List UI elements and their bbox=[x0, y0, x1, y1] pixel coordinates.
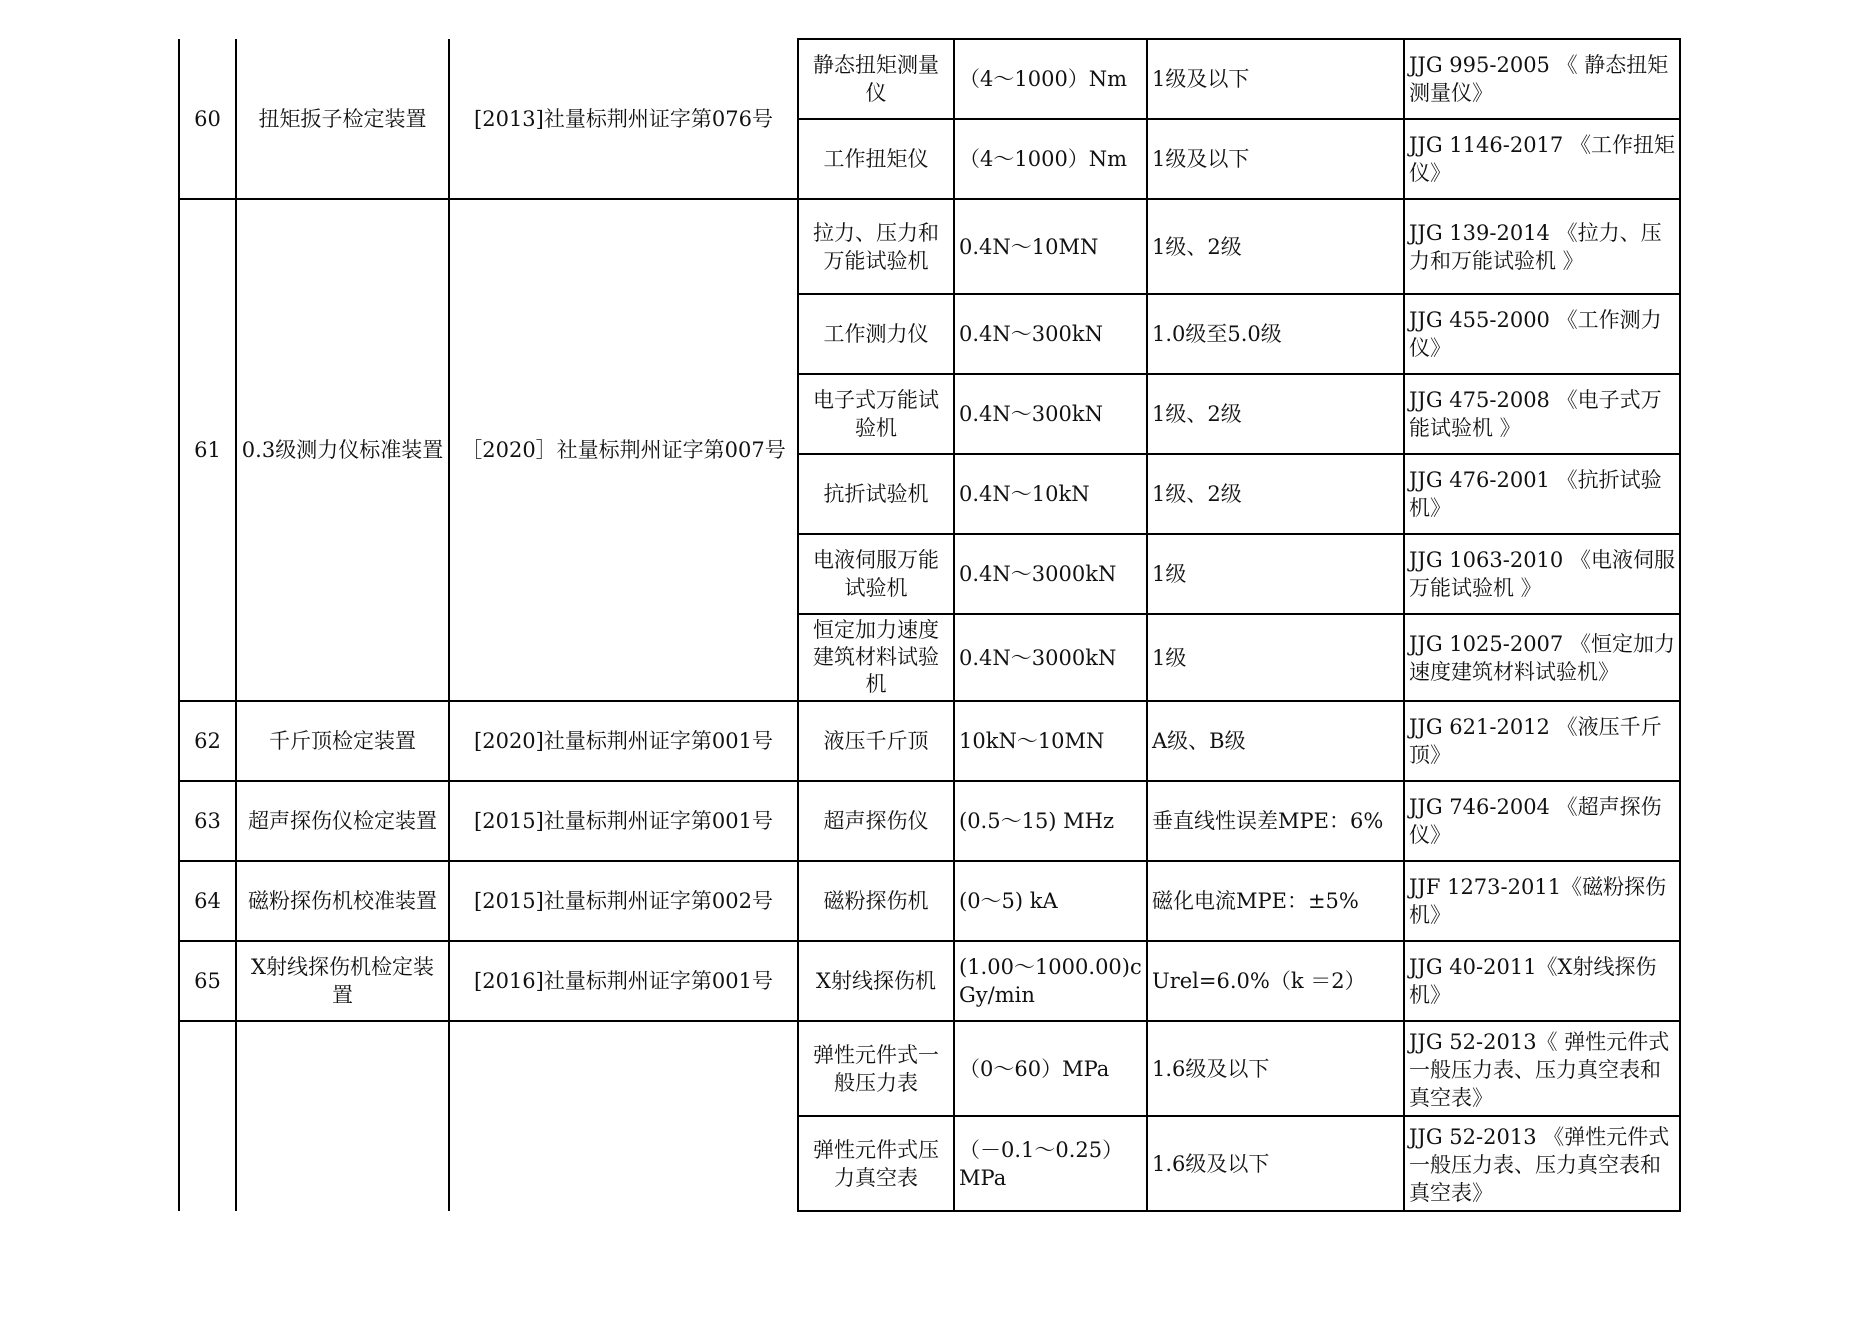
instrument-name: 拉力、压力和万能试验机 bbox=[798, 199, 954, 294]
measurement-range: (0.5～15) MHz bbox=[954, 781, 1147, 861]
row-number: 64 bbox=[179, 861, 236, 941]
row-number: 65 bbox=[179, 941, 236, 1021]
standard-name: 扭矩扳子检定装置 bbox=[236, 39, 449, 199]
table-row bbox=[179, 701, 1680, 781]
measurement-range: 0.4N～10MN bbox=[954, 199, 1147, 294]
regulation: JJG 1025-2007 《恒定加力速度建筑材料试验机》 bbox=[1404, 614, 1680, 701]
measurement-range: 10kN～10MN bbox=[954, 701, 1147, 781]
measurement-range: （4～1000）Nm bbox=[954, 119, 1147, 199]
standard-name: 千斤顶检定装置 bbox=[236, 701, 449, 781]
regulation: JJG 475-2008 《电子式万能试验机 》 bbox=[1404, 374, 1680, 454]
instrument-name: 超声探伤仪 bbox=[798, 781, 954, 861]
measurement-range: （4～1000）Nm bbox=[954, 39, 1147, 119]
regulation: JJG 746-2004 《超声探伤仪》 bbox=[1404, 781, 1680, 861]
standard-name bbox=[236, 1021, 449, 1211]
regulation: JJG 621-2012 《液压千斤顶》 bbox=[1404, 701, 1680, 781]
instrument-name: 静态扭矩测量仪 bbox=[798, 39, 954, 119]
row-number: 60 bbox=[179, 39, 236, 199]
table-row bbox=[179, 199, 1680, 294]
standard-name: 0.3级测力仪标准装置 bbox=[236, 199, 449, 701]
accuracy-grade: 1级、2级 bbox=[1147, 199, 1404, 294]
accuracy-grade: 1级及以下 bbox=[1147, 39, 1404, 119]
instrument-name: 电子式万能试验机 bbox=[798, 374, 954, 454]
accuracy-grade: 垂直线性误差MPE：6% bbox=[1147, 781, 1404, 861]
certificate-number: [2013]社量标荆州证字第076号 bbox=[449, 39, 798, 199]
accuracy-grade: 1级 bbox=[1147, 614, 1404, 701]
accuracy-grade: 1.6级及以下 bbox=[1147, 1021, 1404, 1116]
regulation: JJG 1146-2017 《工作扭矩仪》 bbox=[1404, 119, 1680, 199]
certificate-number bbox=[449, 1021, 798, 1211]
measurement-range: （0～60）MPa bbox=[954, 1021, 1147, 1116]
measurement-range: 0.4N～300kN bbox=[954, 294, 1147, 374]
instrument-name: 工作测力仪 bbox=[798, 294, 954, 374]
table-row bbox=[179, 1021, 1680, 1116]
row-number: 62 bbox=[179, 701, 236, 781]
accuracy-grade: A级、B级 bbox=[1147, 701, 1404, 781]
standard-name: X射线探伤机检定装置 bbox=[236, 941, 449, 1021]
regulation: JJG 455-2000 《工作测力仪》 bbox=[1404, 294, 1680, 374]
measurement-range: 0.4N～3000kN bbox=[954, 614, 1147, 701]
regulation: JJG 1063-2010 《电液伺服万能试验机 》 bbox=[1404, 534, 1680, 614]
certificate-number: [2016]社量标荆州证字第001号 bbox=[449, 941, 798, 1021]
instrument-name: 恒定加力速度建筑材料试验机 bbox=[798, 614, 954, 701]
regulation: JJG 139-2014 《拉力、压力和万能试验机 》 bbox=[1404, 199, 1680, 294]
measurement-range: 0.4N～10kN bbox=[954, 454, 1147, 534]
table-row bbox=[179, 781, 1680, 861]
row-number bbox=[179, 1021, 236, 1211]
instrument-name: 工作扭矩仪 bbox=[798, 119, 954, 199]
measurement-range: 0.4N～300kN bbox=[954, 374, 1147, 454]
table-row bbox=[179, 941, 1680, 1021]
row-number: 61 bbox=[179, 199, 236, 701]
standard-name: 磁粉探伤机校准装置 bbox=[236, 861, 449, 941]
accuracy-grade: 1级及以下 bbox=[1147, 119, 1404, 199]
regulation: JJF 1273-2011《磁粉探伤机》 bbox=[1404, 861, 1680, 941]
row-number: 63 bbox=[179, 781, 236, 861]
certificate-number: ［2020］社量标荆州证字第007号 bbox=[449, 199, 798, 701]
instrument-name: 磁粉探伤机 bbox=[798, 861, 954, 941]
instrument-name: 电液伺服万能试验机 bbox=[798, 534, 954, 614]
accuracy-grade: 1.6级及以下 bbox=[1147, 1116, 1404, 1211]
regulation: JJG 40-2011《X射线探伤机》 bbox=[1404, 941, 1680, 1021]
table-row bbox=[179, 861, 1680, 941]
regulation: JJG 995-2005 《 静态扭矩测量仪》 bbox=[1404, 39, 1680, 119]
measurement-range: 0.4N～3000kN bbox=[954, 534, 1147, 614]
regulation: JJG 476-2001 《抗折试验机》 bbox=[1404, 454, 1680, 534]
measurement-range: （－0.1～0.25）MPa bbox=[954, 1116, 1147, 1211]
accuracy-grade: Urel=6.0%（k ＝2） bbox=[1147, 941, 1404, 1021]
standard-name: 超声探伤仪检定装置 bbox=[236, 781, 449, 861]
measurement-standards-table bbox=[178, 38, 1681, 1212]
instrument-name: 液压千斤顶 bbox=[798, 701, 954, 781]
regulation: JJG 52-2013《 弹性元件式一般压力表、压力真空表和真空表》 bbox=[1404, 1021, 1680, 1116]
accuracy-grade: 1级、2级 bbox=[1147, 454, 1404, 534]
certificate-number: [2015]社量标荆州证字第002号 bbox=[449, 861, 798, 941]
instrument-name: X射线探伤机 bbox=[798, 941, 954, 1021]
regulation: JJG 52-2013 《弹性元件式一般压力表、压力真空表和真空表》 bbox=[1404, 1116, 1680, 1211]
measurement-range: (1.00～1000.00)cGy/min bbox=[954, 941, 1147, 1021]
instrument-name: 抗折试验机 bbox=[798, 454, 954, 534]
instrument-name: 弹性元件式压力真空表 bbox=[798, 1116, 954, 1211]
measurement-range: (0～5) kA bbox=[954, 861, 1147, 941]
certificate-number: [2020]社量标荆州证字第001号 bbox=[449, 701, 798, 781]
table-row bbox=[179, 39, 1680, 119]
accuracy-grade: 1级、2级 bbox=[1147, 374, 1404, 454]
accuracy-grade: 1级 bbox=[1147, 534, 1404, 614]
instrument-name: 弹性元件式一般压力表 bbox=[798, 1021, 954, 1116]
accuracy-grade: 磁化电流MPE：±5% bbox=[1147, 861, 1404, 941]
accuracy-grade: 1.0级至5.0级 bbox=[1147, 294, 1404, 374]
certificate-number: [2015]社量标荆州证字第001号 bbox=[449, 781, 798, 861]
